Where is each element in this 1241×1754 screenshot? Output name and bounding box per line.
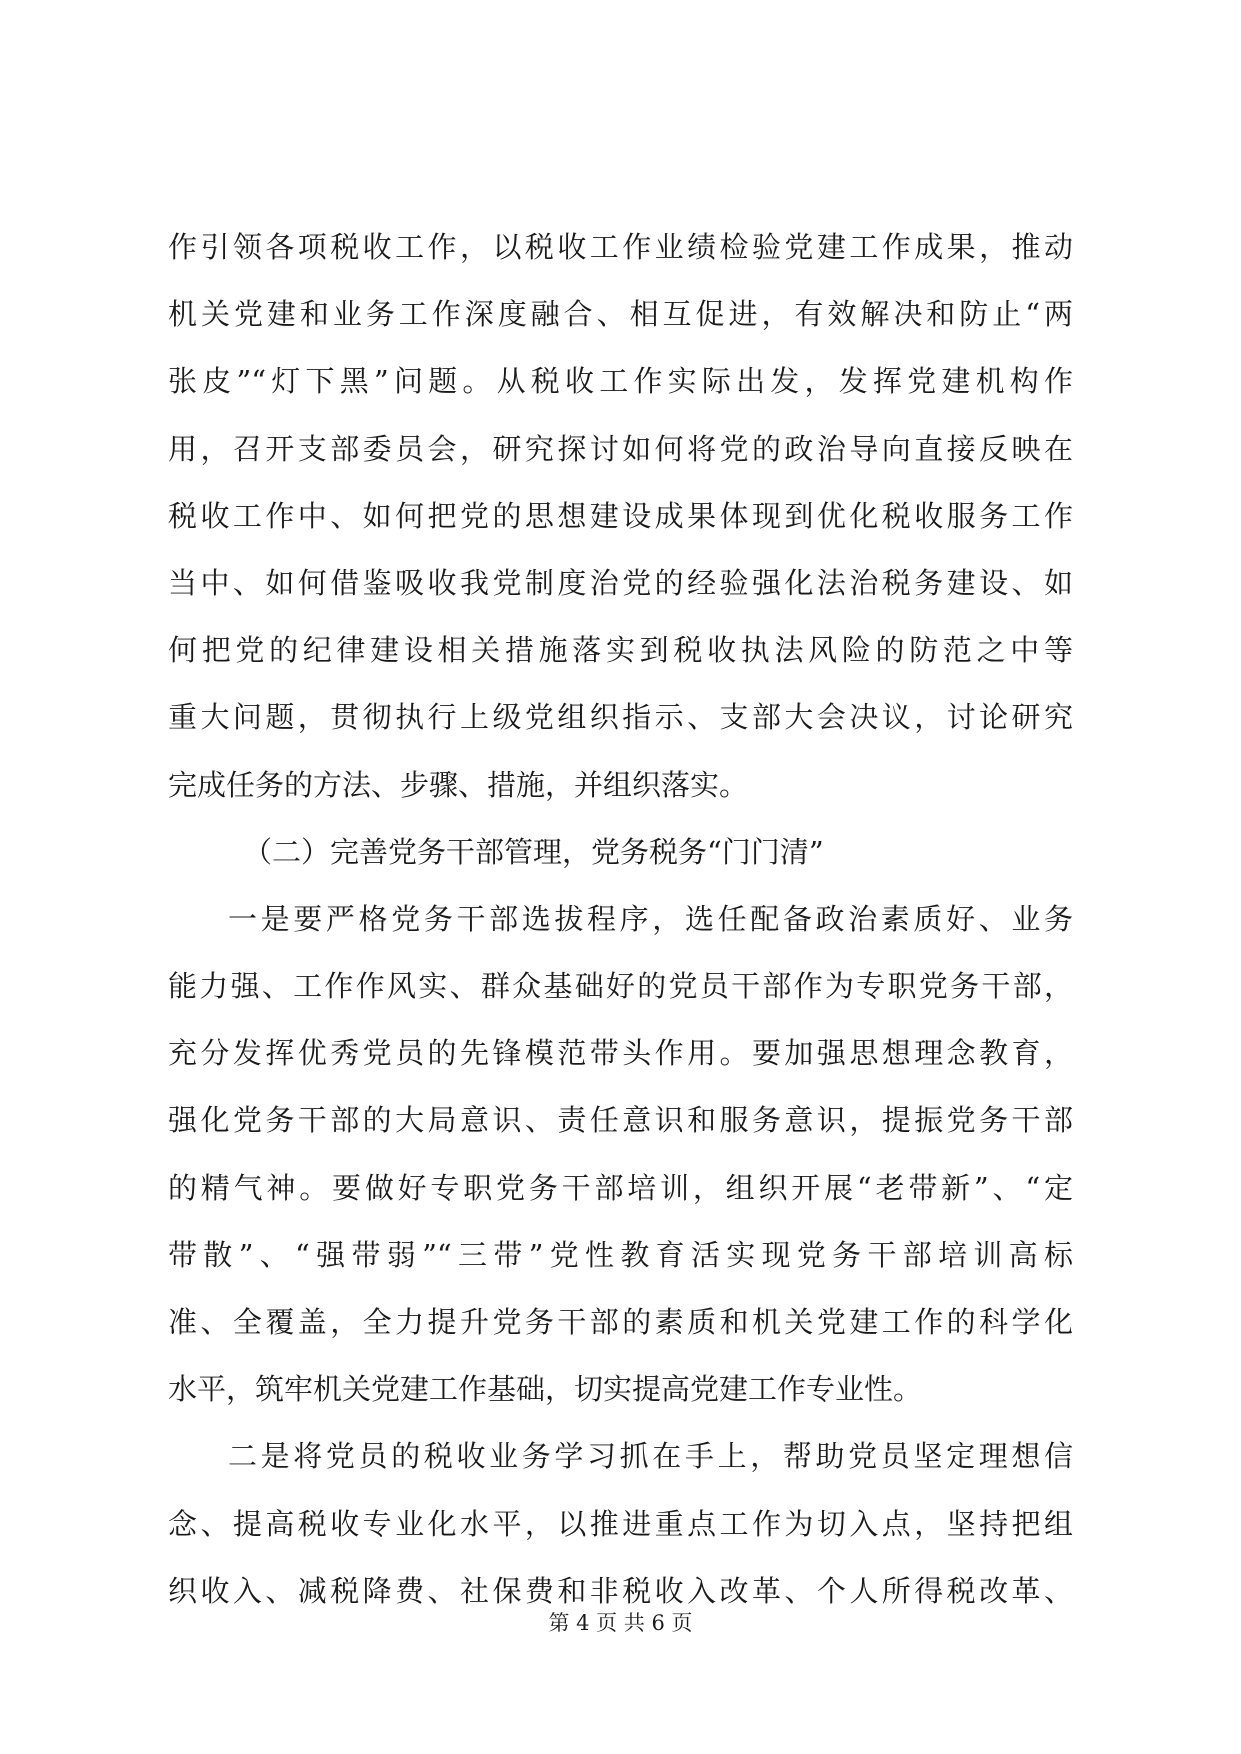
body-text	[168, 230, 1073, 1641]
text-line: 作引领各项税收工作，以税收工作业绩检验党建工作成果，推动	[168, 230, 1073, 264]
text-line: 水平，筑牢机关党建工作基础，切实提高党建工作专业性。	[168, 1372, 923, 1407]
page-footer: 第 4 页 共 6 页	[548, 1611, 693, 1635]
text-line: 充分发挥优秀党员的先锋模范带头作用。要加强思想理念教育，	[168, 1036, 1073, 1071]
section-heading: （二）完善党务干部管理，党务税务“门门清”	[243, 834, 824, 869]
text-line: 的精气神。要做好专职党务干部培训，组织开展“老带新”、“定	[168, 1170, 1073, 1205]
text-line: 完成任务的方法、步骤、措施，并组织落实。	[168, 767, 749, 802]
text-line: 二是将党员的税收业务学习抓在手上，帮助党员坚定理想信	[228, 1439, 1073, 1474]
text-line: 准、全覆盖，全力提升党务干部的素质和机关党建工作的科学化	[168, 1305, 1073, 1339]
text-line: 当中、如何借鉴吸收我党制度治党的经验强化法治税务建设、如	[168, 565, 1073, 600]
text-line: 用，召开支部委员会，研究探讨如何将党的政治导向直接反映在	[168, 431, 1073, 466]
text-line: 何把党的纪律建设相关措施落实到税收执法风险的防范之中等	[168, 633, 1073, 668]
text-line: 税收工作中、如何把党的思想建设成果体现到优化税收服务工作	[168, 498, 1073, 533]
text-line: 织收入、减税降费、社保费和非税收入改革、个人所得税改革、	[168, 1573, 1073, 1608]
text-line: 张皮”“灯下黑”问题。从税收工作实际出发，发挥党建机构作	[168, 364, 1073, 399]
text-line: 一是要严格党务干部选拔程序，选任配备政治素质好、业务	[228, 901, 1073, 936]
text-line: 重大问题，贯彻执行上级党组织指示、支部大会决议，讨论研究	[168, 700, 1073, 735]
text-line: 带散”、“强带弱”“三带”党性教育活实现党务干部培训高标	[168, 1237, 1073, 1272]
text-line: 念、提高税收专业化水平，以推进重点工作为切入点，坚持把组	[168, 1506, 1073, 1541]
text-line: 能力强、工作作风实、群众基础好的党员干部作为专职党务干部，	[168, 969, 1073, 1004]
text-line: 机关党建和业务工作深度融合、相互促进，有效解决和防止“两	[168, 297, 1073, 332]
text-line: 强化党务干部的大局意识、责任意识和服务意识，提振党务干部	[168, 1103, 1073, 1138]
